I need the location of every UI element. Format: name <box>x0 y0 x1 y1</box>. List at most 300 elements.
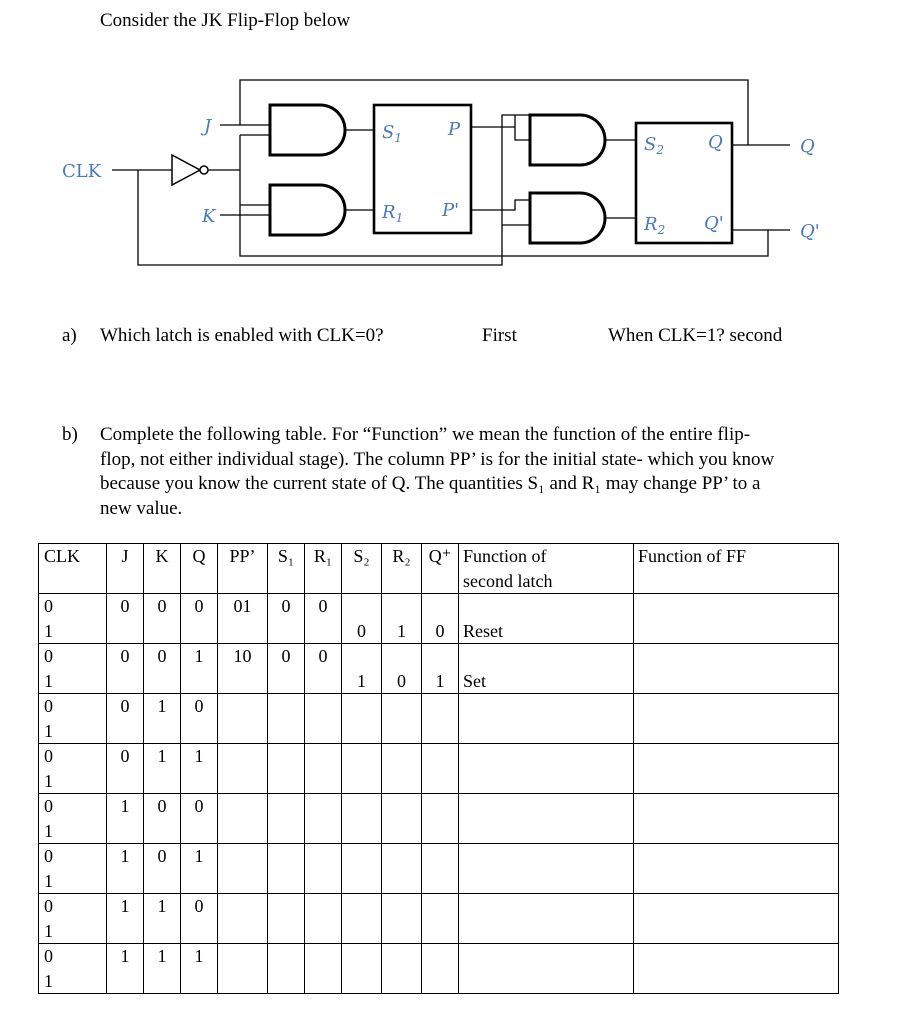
table-cell-text <box>268 869 304 894</box>
table-cell <box>144 894 181 944</box>
table-cell-text <box>268 619 304 644</box>
table-cell <box>181 844 218 894</box>
pprime-wire <box>471 200 530 225</box>
table-cell-text <box>268 669 304 694</box>
table-cell-text <box>305 794 341 819</box>
table-cell[interactable] <box>459 944 634 994</box>
table-cell-text: 0 <box>44 596 53 616</box>
table-cell <box>39 844 107 894</box>
table-cell[interactable] <box>342 944 382 994</box>
table-cell[interactable] <box>422 894 459 944</box>
table-cell <box>39 744 107 794</box>
p-prime-label: P' <box>442 200 460 221</box>
table-cell <box>181 794 218 844</box>
table-header-cell <box>459 544 634 594</box>
table-cell-text <box>218 844 267 869</box>
table-cell-text <box>459 844 633 869</box>
table-cell-text <box>144 719 180 744</box>
table-cell-text <box>382 769 421 794</box>
table-cell-text: 0 <box>281 596 291 616</box>
table-row <box>39 744 839 794</box>
table-cell[interactable] <box>382 744 422 794</box>
table-cell[interactable] <box>218 844 268 894</box>
table-cell-text: Set <box>463 670 487 691</box>
table-cell-text <box>218 869 267 894</box>
table-cell[interactable] <box>422 794 459 844</box>
table-cell[interactable] <box>634 944 839 994</box>
table-cell <box>39 794 107 844</box>
table-cell <box>107 644 144 694</box>
table-header-cell <box>634 544 839 594</box>
table-cell <box>107 694 144 744</box>
table-cell-text <box>634 869 838 894</box>
truth-table <box>38 543 839 994</box>
table-cell[interactable] <box>218 744 268 794</box>
table-cell-text <box>342 594 381 619</box>
table-cell-text <box>342 844 381 869</box>
table-cell-text <box>459 919 633 944</box>
table-cell-text: 0 <box>435 620 445 641</box>
table-cell-text <box>342 694 381 719</box>
table-cell[interactable] <box>305 794 342 844</box>
table-cell-text <box>218 819 267 844</box>
table-cell[interactable] <box>268 944 305 994</box>
table-cell[interactable] <box>459 744 634 794</box>
j-label: J <box>204 116 212 137</box>
table-cell-text: 01 <box>233 596 252 616</box>
table-row <box>39 594 839 644</box>
table-cell-text <box>305 944 341 969</box>
table-cell[interactable] <box>422 844 459 894</box>
table-cell-text <box>305 894 341 919</box>
table-cell[interactable] <box>422 944 459 994</box>
table-header-text: PP’ <box>229 546 256 566</box>
table-cell-text <box>422 944 458 969</box>
table-cell-text: 1 <box>44 820 53 841</box>
table-cell-text <box>181 769 217 794</box>
table-header-text: K <box>155 546 169 566</box>
table-cell-text: 1 <box>44 620 53 641</box>
table-cell-text: 0 <box>120 696 130 716</box>
table-cell-text <box>382 894 421 919</box>
table-header-text: R₂ <box>392 546 411 566</box>
table-cell-text <box>634 919 838 944</box>
table-cell <box>107 894 144 944</box>
table-cell-text <box>144 919 180 944</box>
table-cell-text <box>181 869 217 894</box>
table-cell-text <box>144 769 180 794</box>
table-cell-text <box>634 794 838 819</box>
table-cell-text <box>181 669 217 694</box>
question-b-text <box>100 423 862 521</box>
table-cell[interactable] <box>342 844 382 894</box>
table-cell[interactable] <box>305 594 342 644</box>
table-cell-text <box>422 794 458 819</box>
table-cell-text <box>342 944 381 969</box>
table-cell[interactable] <box>634 844 839 894</box>
table-cell-text <box>422 644 458 669</box>
table-cell-text <box>268 894 304 919</box>
table-cell-text <box>305 744 341 769</box>
table-cell-text: 1 <box>194 846 204 866</box>
table-cell-text: 0 <box>397 670 406 691</box>
table-cell-text <box>181 819 217 844</box>
table-header-text: CLK <box>44 546 80 566</box>
table-cell-text <box>268 919 304 944</box>
table-cell-text: 1 <box>120 796 130 816</box>
and-gate-j <box>270 105 345 155</box>
table-cell[interactable] <box>382 944 422 994</box>
table-cell[interactable] <box>382 694 422 744</box>
table-cell[interactable] <box>634 744 839 794</box>
table-cell-text <box>107 869 143 894</box>
table-cell-text <box>459 694 633 719</box>
table-cell-text <box>342 894 381 919</box>
table-cell-text <box>459 944 633 969</box>
p-wire <box>471 115 530 140</box>
table-cell-text: 1 <box>194 646 204 666</box>
table-cell-text: 0 <box>157 796 167 816</box>
table-cell <box>39 944 107 994</box>
table-cell-text <box>459 794 633 819</box>
table-cell[interactable] <box>634 894 839 944</box>
table-cell <box>144 594 181 644</box>
table-cell-text <box>634 819 838 844</box>
table-cell[interactable] <box>382 794 422 844</box>
table-cell-text: 0 <box>44 796 53 816</box>
table-cell-text <box>634 694 838 719</box>
table-cell[interactable] <box>382 894 422 944</box>
table-header-cell <box>268 544 305 594</box>
table-header-text: S₂ <box>353 546 370 566</box>
table-cell-text <box>305 844 341 869</box>
k-label: K <box>202 206 216 227</box>
table-cell-text: 0 <box>44 696 53 716</box>
table-cell-text <box>268 944 304 969</box>
table-cell-text <box>107 969 143 994</box>
table-cell <box>107 744 144 794</box>
table-cell-text: 0 <box>194 596 204 616</box>
table-cell[interactable] <box>342 894 382 944</box>
table-cell[interactable] <box>459 594 634 644</box>
table-cell[interactable] <box>459 694 634 744</box>
table-cell[interactable] <box>218 894 268 944</box>
r2-label: $R_2$ <box>644 214 666 237</box>
table-cell[interactable] <box>305 944 342 994</box>
table-cell-text: 1 <box>44 720 53 741</box>
table-cell-text <box>342 919 381 944</box>
table-cell <box>181 894 218 944</box>
and-gate-k <box>270 185 345 235</box>
table-cell-text <box>181 719 217 744</box>
table-cell[interactable] <box>342 644 382 694</box>
table-cell-text: 1 <box>157 746 167 766</box>
table-cell-text: 0 <box>44 646 53 666</box>
table-cell-text <box>422 969 458 994</box>
table-cell-text: 0 <box>194 896 204 916</box>
table-cell-text: 1 <box>435 670 445 691</box>
table-cell-text <box>459 894 633 919</box>
table-row <box>39 794 839 844</box>
question-a-followup: When CLK=1? second <box>608 325 783 346</box>
table-cell-text <box>107 619 143 644</box>
table-cell-text: 0 <box>318 646 328 666</box>
table-cell[interactable] <box>268 694 305 744</box>
table-cell[interactable] <box>634 644 839 694</box>
table-cell-text <box>218 694 267 719</box>
table-cell <box>107 794 144 844</box>
table-cell-text <box>634 969 838 994</box>
table-cell-text <box>144 969 180 994</box>
table-cell-text: 1 <box>120 896 130 916</box>
table-cell-text <box>634 669 838 694</box>
table-cell <box>144 644 181 694</box>
table-cell[interactable] <box>459 894 634 944</box>
table-cell[interactable] <box>305 844 342 894</box>
table-cell[interactable] <box>459 794 634 844</box>
table-cell[interactable] <box>422 744 459 794</box>
question-b-line: new value. <box>100 497 183 519</box>
table-cell-text <box>382 869 421 894</box>
table-cell-text <box>382 944 421 969</box>
table-cell[interactable] <box>268 894 305 944</box>
question-b-label: b) <box>62 424 78 445</box>
table-cell-text <box>107 719 143 744</box>
question-b-line: Complete the following table. For “Function” we mean the function of the entire flip- <box>100 424 751 445</box>
table-cell[interactable] <box>305 644 342 694</box>
table-cell[interactable] <box>634 694 839 744</box>
question-a-label: a) <box>62 325 77 346</box>
r1-label: $R_1$ <box>382 202 404 225</box>
table-cell-text <box>268 844 304 869</box>
table-cell-text: 0 <box>44 946 53 966</box>
table-cell[interactable] <box>268 644 305 694</box>
table-row <box>39 844 839 894</box>
table-cell-text: 1 <box>194 746 204 766</box>
table-cell[interactable] <box>459 844 634 894</box>
table-cell-text <box>218 769 267 794</box>
table-cell[interactable] <box>305 694 342 744</box>
table-cell <box>107 844 144 894</box>
table-cell-text <box>382 819 421 844</box>
table-cell-text: 0 <box>120 596 130 616</box>
table-header-text: R₁ <box>313 546 333 566</box>
table-cell-text <box>634 744 838 769</box>
table-cell[interactable] <box>634 594 839 644</box>
table-cell-text: 0 <box>194 696 204 716</box>
table-cell[interactable] <box>218 644 268 694</box>
table-cell-text <box>305 819 341 844</box>
table-row <box>39 694 839 744</box>
table-cell <box>39 594 107 644</box>
table-cell[interactable] <box>218 944 268 994</box>
table-cell[interactable] <box>422 594 459 644</box>
table-cell-text <box>634 944 838 969</box>
table-cell-text <box>218 744 267 769</box>
table-cell-text <box>218 669 267 694</box>
question-a-text: Which latch is enabled with CLK=0? <box>100 325 384 346</box>
inverter-triangle <box>172 155 200 185</box>
table-cell-text <box>459 719 633 744</box>
table-cell <box>181 594 218 644</box>
table-cell-text <box>422 894 458 919</box>
table-cell-text: 0 <box>157 596 167 616</box>
table-cell-text: 0 <box>120 646 130 666</box>
table-cell-text: 0 <box>194 796 204 816</box>
table-cell <box>181 944 218 994</box>
table-cell-text: 1 <box>44 970 53 991</box>
table-cell[interactable] <box>305 894 342 944</box>
table-cell-text <box>218 619 267 644</box>
table-header-row <box>39 544 839 594</box>
table-cell-text <box>268 969 304 994</box>
table-cell-text <box>422 819 458 844</box>
page-title: Consider the JK Flip-Flop below <box>100 10 351 31</box>
table-cell[interactable] <box>422 644 459 694</box>
table-cell-text: 1 <box>194 946 204 966</box>
table-cell-text: 0 <box>157 646 167 666</box>
inverter-bubble <box>200 166 208 174</box>
table-cell-text <box>181 969 217 994</box>
table-cell-text <box>342 819 381 844</box>
table-cell-text <box>422 694 458 719</box>
table-cell <box>181 644 218 694</box>
table-cell <box>144 844 181 894</box>
table-cell[interactable] <box>305 744 342 794</box>
table-cell[interactable] <box>382 844 422 894</box>
table-cell-text: 0 <box>44 896 53 916</box>
q-inner-label: Q <box>708 132 723 153</box>
table-cell-text: 0 <box>357 620 366 641</box>
table-cell-text <box>305 619 341 644</box>
table-cell <box>107 944 144 994</box>
table-cell-text <box>218 919 267 944</box>
question-a-answer: First <box>482 325 517 346</box>
table-cell-text <box>107 669 143 694</box>
and-gate-pprime <box>530 193 605 243</box>
table-cell-text <box>382 719 421 744</box>
table-cell-text <box>459 644 633 669</box>
table-cell-text <box>305 869 341 894</box>
table-cell-text: 1 <box>44 770 53 791</box>
table-header-text: Q <box>192 546 206 566</box>
table-cell-text <box>218 894 267 919</box>
table-cell-text <box>181 619 217 644</box>
table-cell[interactable] <box>342 594 382 644</box>
table-cell-text <box>382 844 421 869</box>
table-cell <box>181 744 218 794</box>
table-header-cell <box>144 544 181 594</box>
table-cell-text <box>382 644 421 669</box>
table-cell-text <box>342 869 381 894</box>
s2-label: $S_2$ <box>644 134 664 157</box>
table-cell-text <box>305 694 341 719</box>
table-cell-text <box>107 769 143 794</box>
table-cell[interactable] <box>268 744 305 794</box>
s1-label: $S_1$ <box>382 122 402 145</box>
q-prime-inner-label: Q' <box>704 213 724 234</box>
table-cell-text <box>422 869 458 894</box>
table-cell-text <box>382 794 421 819</box>
table-cell-text <box>218 944 267 969</box>
table-cell[interactable] <box>218 594 268 644</box>
clk-label: CLK <box>62 161 102 182</box>
table-cell-text: 0 <box>44 746 53 766</box>
table-cell-text: 1 <box>44 670 53 691</box>
table-cell-text: 0 <box>157 846 167 866</box>
table-cell-text <box>268 694 304 719</box>
table-cell[interactable] <box>634 794 839 844</box>
table-cell[interactable] <box>342 794 382 844</box>
table-cell-text <box>342 794 381 819</box>
table-cell-text <box>459 594 633 619</box>
table-header-cell <box>305 544 342 594</box>
table-cell-text <box>218 719 267 744</box>
table-cell[interactable] <box>342 744 382 794</box>
table-cell[interactable] <box>459 644 634 694</box>
table-cell[interactable] <box>382 594 422 644</box>
table-cell-text <box>107 819 143 844</box>
table-header-cell <box>218 544 268 594</box>
table-header-cell <box>382 544 422 594</box>
table-cell[interactable] <box>422 694 459 744</box>
table-cell-text <box>634 844 838 869</box>
table-cell-text <box>268 794 304 819</box>
table-cell <box>39 694 107 744</box>
table-cell-text <box>144 869 180 894</box>
table-cell-text <box>634 719 838 744</box>
table-cell[interactable] <box>218 694 268 744</box>
table-cell-text <box>305 669 341 694</box>
table-cell-text: 0 <box>281 646 291 666</box>
table-cell-text <box>459 869 633 894</box>
table-cell-text: 1 <box>157 696 167 716</box>
table-cell-text <box>382 969 421 994</box>
table-cell-text <box>422 744 458 769</box>
table-cell-text <box>342 719 381 744</box>
table-cell[interactable] <box>342 694 382 744</box>
table-cell-text <box>268 769 304 794</box>
table-cell-text <box>305 719 341 744</box>
table-cell-text: 0 <box>44 846 53 866</box>
table-cell-text <box>634 769 838 794</box>
table-cell-text <box>459 744 633 769</box>
table-cell[interactable] <box>268 594 305 644</box>
table-cell-text <box>342 969 381 994</box>
table-cell-text <box>422 719 458 744</box>
table-cell-text: 1 <box>397 620 406 641</box>
table-header-text: Function of <box>463 546 547 566</box>
table-cell-text <box>382 694 421 719</box>
table-cell-text <box>459 819 633 844</box>
table-header-text: Function of FF <box>638 546 747 566</box>
table-header-cell <box>39 544 107 594</box>
table-cell[interactable] <box>268 794 305 844</box>
table-cell-text <box>268 744 304 769</box>
table-cell[interactable] <box>218 794 268 844</box>
table-cell-text <box>382 919 421 944</box>
table-header-cell <box>422 544 459 594</box>
table-header-cell <box>342 544 382 594</box>
table-cell-text <box>144 619 180 644</box>
table-cell[interactable] <box>268 844 305 894</box>
table-cell[interactable] <box>382 644 422 694</box>
table-cell <box>144 794 181 844</box>
table-cell-text <box>181 919 217 944</box>
table-cell <box>144 744 181 794</box>
table-cell-text <box>422 844 458 869</box>
table-cell <box>39 644 107 694</box>
